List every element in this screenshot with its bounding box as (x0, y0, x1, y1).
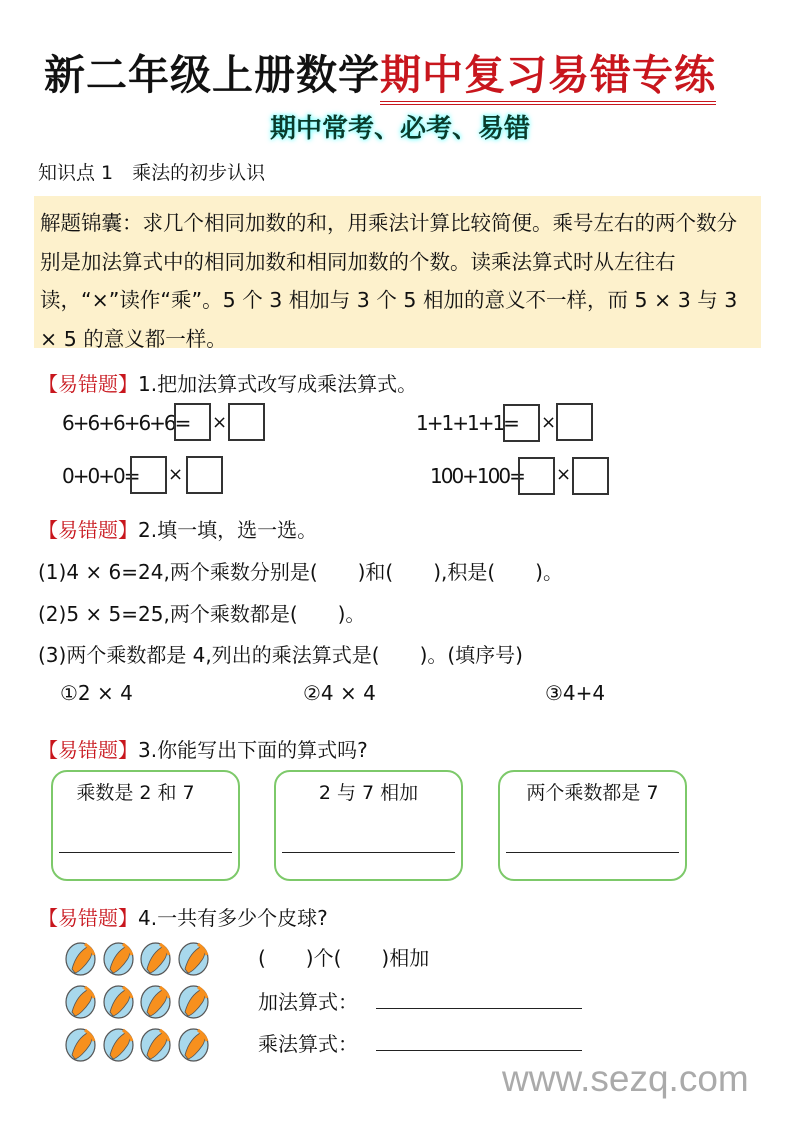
ball-icon (65, 942, 96, 976)
ball-icon (65, 1028, 96, 1062)
times-sign: × (556, 464, 572, 485)
answer-box[interactable] (130, 456, 167, 494)
answer-box[interactable] (556, 403, 593, 441)
answer-line[interactable] (282, 852, 455, 853)
q4-line3: 乘法算式： (258, 1032, 358, 1056)
times-sign: × (212, 412, 228, 433)
knowledge-point: 知识点 1 乘法的初步认识 (38, 162, 266, 184)
q1-expr: 100+100= (430, 464, 524, 488)
answer-box[interactable] (503, 404, 540, 442)
ball-icon (103, 1028, 134, 1062)
option-1[interactable]: ①2 × 4 (60, 681, 133, 705)
ball-icon (178, 1028, 209, 1062)
q2-part2: (2)5 × 5=25,两个乘数都是( )。 (38, 602, 366, 626)
q1-heading: 【易错题】1.把加法算式改写成乘法算式。 (38, 372, 418, 396)
q3-card: 2 与 7 相加 (274, 770, 463, 881)
q1-expr: 6+6+6+6+6= (62, 411, 190, 435)
q4-heading: 【易错题】4.一共有多少个皮球? (38, 906, 328, 930)
answer-box[interactable] (174, 403, 211, 441)
answer-box[interactable] (572, 457, 609, 495)
q3-heading: 【易错题】3.你能写出下面的算式吗? (38, 738, 368, 762)
answer-line[interactable] (376, 1050, 582, 1051)
ball-icon (103, 985, 134, 1019)
ball-icon (140, 1028, 171, 1062)
subtitle: 期中常考、必考、易错 (269, 114, 530, 144)
ball-icon (65, 985, 96, 1019)
ball-icon (178, 985, 209, 1019)
q2-part3: (3)两个乘数都是 4,列出的乘法算式是( )。(填序号) (38, 643, 523, 667)
times-sign: × (541, 412, 557, 433)
q3-card: 两个乘数都是 7 (498, 770, 687, 881)
answer-line[interactable] (376, 1008, 582, 1009)
option-3[interactable]: ③4+4 (545, 681, 606, 705)
q4-line1: ( )个( )相加 (258, 946, 430, 970)
answer-line[interactable] (506, 852, 679, 853)
ball-icon (178, 942, 209, 976)
q1-expr: 0+0+0= (62, 464, 139, 488)
answer-box[interactable] (228, 403, 265, 441)
page-title: 新二年级上册数学期中复习易错专练 (44, 42, 716, 101)
answer-box[interactable] (518, 457, 555, 495)
q4-line2: 加法算式： (258, 990, 358, 1014)
q1-expr: 1+1+1+1= (416, 411, 518, 435)
times-sign: × (168, 464, 184, 485)
answer-box[interactable] (186, 456, 223, 494)
q3-card: 乘数是 2 和 7 (51, 770, 240, 881)
tip-box: 解题锦囊：求几个相同加数的和，用乘法计算比较简便。乘号左右的两个数分别是加法算式中的相同加数和相同加数的个数。读乘法算式时从左往右读，“×”读作“乘”。5 个 3 相加与 3 个 5 相加的意义不一样，而 5 × 3 与 3 × 5 的意义都一样。 (34, 196, 761, 348)
q2-heading: 【易错题】2.填一填，选一选。 (38, 518, 318, 542)
q2-part1: (1)4 × 6=24,两个乘数分别是( )和( ),积是( )。 (38, 560, 563, 584)
ball-icon (140, 985, 171, 1019)
watermark: www.sezq.com (502, 1058, 749, 1099)
answer-line[interactable] (59, 852, 232, 853)
ball-icon (140, 942, 171, 976)
option-2[interactable]: ②4 × 4 (303, 681, 376, 705)
ball-icon (103, 942, 134, 976)
